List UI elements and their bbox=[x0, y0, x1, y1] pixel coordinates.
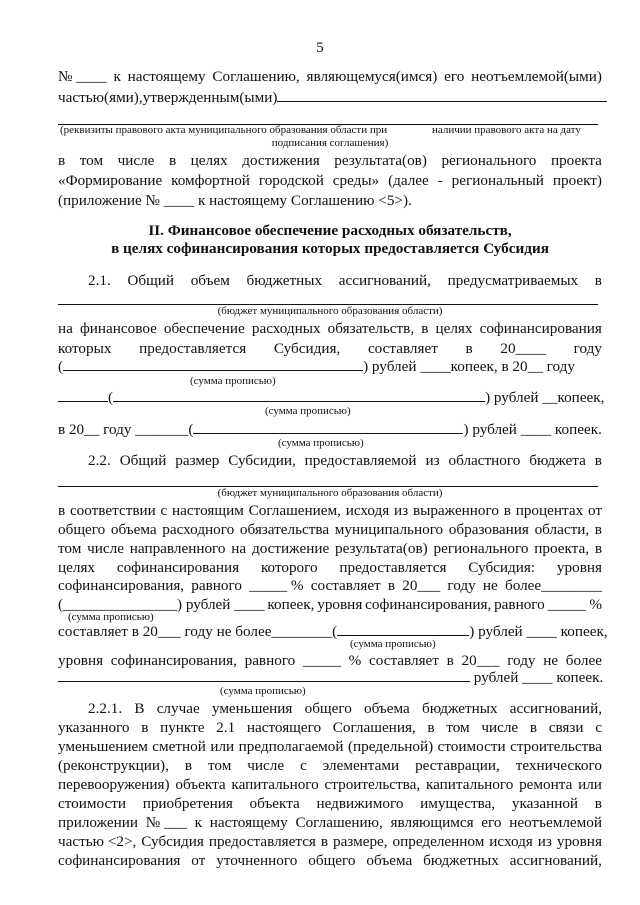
field-caption: (бюджет муниципального образования области) bbox=[217, 487, 443, 499]
word: уровня bbox=[317, 596, 363, 613]
word: объекта bbox=[175, 776, 226, 793]
word: области, bbox=[534, 521, 590, 538]
word: которых bbox=[58, 340, 112, 357]
word: элементами bbox=[322, 757, 400, 774]
word: ремонта bbox=[519, 776, 573, 793]
word: от bbox=[587, 502, 602, 519]
word: случае bbox=[156, 700, 200, 717]
word: предусматриваемых bbox=[447, 272, 579, 289]
word: составляет bbox=[310, 577, 381, 594]
text-line bbox=[58, 757, 602, 775]
field-caption: (бюджет муниципального образования области) bbox=[217, 305, 443, 317]
field-caption: (сумма прописью) bbox=[350, 638, 436, 650]
word: 20___ bbox=[402, 577, 441, 594]
word: числе bbox=[117, 152, 155, 169]
word: общего bbox=[308, 852, 356, 869]
word: его bbox=[481, 814, 502, 831]
word: предоставляется bbox=[139, 340, 247, 357]
word: неотъемлемой bbox=[509, 814, 602, 831]
text-line bbox=[58, 68, 602, 86]
word: (далее bbox=[388, 172, 429, 189]
word: числе bbox=[481, 719, 519, 736]
text-line bbox=[58, 852, 602, 870]
word: муниципального bbox=[334, 521, 444, 538]
text-line: ( ) рублей __копеек, bbox=[58, 388, 604, 407]
word: объема bbox=[366, 852, 413, 869]
section-title: II. Финансовое обеспечение расходных обязательств, bbox=[148, 222, 512, 239]
word: к bbox=[113, 68, 121, 85]
word: определенном bbox=[392, 833, 485, 850]
word: результата(ов) bbox=[334, 152, 427, 169]
word: реставрации, bbox=[415, 757, 500, 774]
word: недвижимого bbox=[316, 795, 404, 812]
field-caption: подписания соглашения) bbox=[271, 137, 389, 149]
text-line: составляет в 20___ году не более________( ) рублей ____ копеек, bbox=[58, 623, 608, 640]
word: _____ % bbox=[547, 596, 602, 613]
field-caption: (сумма прописью) bbox=[220, 685, 306, 697]
word: числе bbox=[87, 540, 124, 557]
word: на bbox=[58, 320, 73, 337]
word: достижение bbox=[251, 540, 330, 557]
word: выраженного bbox=[412, 502, 499, 519]
word: объем bbox=[190, 272, 230, 289]
word: году bbox=[573, 340, 602, 357]
field-caption: (сумма прописью) bbox=[190, 375, 276, 387]
word: более________ bbox=[504, 577, 602, 594]
word: в bbox=[141, 719, 149, 736]
word: являющемуся(имся) bbox=[306, 68, 438, 85]
word: предоставляется bbox=[208, 833, 316, 850]
word: с bbox=[160, 502, 168, 519]
word: составляет bbox=[367, 340, 438, 357]
text-line bbox=[58, 814, 602, 832]
word: (предельной) bbox=[347, 738, 434, 755]
word: Соглашения, bbox=[332, 719, 416, 736]
text-line: рублей ____ копеек. bbox=[58, 668, 603, 687]
word: в bbox=[421, 320, 429, 337]
word: в bbox=[168, 152, 177, 169]
word: равного bbox=[244, 652, 296, 669]
word: софинансирования bbox=[479, 320, 602, 337]
word: не bbox=[482, 577, 498, 594]
word: из bbox=[394, 502, 409, 519]
word: году bbox=[507, 652, 536, 669]
word: расходных bbox=[251, 320, 321, 337]
word: финансовое bbox=[79, 320, 157, 337]
word: уровня bbox=[58, 652, 104, 669]
text-line: в 20__ году _______( ) рублей ____ копеек. bbox=[58, 421, 602, 438]
word: направленного bbox=[129, 540, 226, 557]
word: указанного bbox=[58, 719, 130, 736]
text-line bbox=[58, 521, 602, 539]
word: Общий bbox=[127, 272, 175, 289]
word: - bbox=[437, 172, 443, 189]
word: с bbox=[595, 719, 602, 736]
word: софинансирования, bbox=[58, 577, 185, 594]
word: обязательства bbox=[239, 521, 330, 538]
word: в bbox=[465, 340, 473, 357]
word: из bbox=[537, 833, 552, 850]
text-line bbox=[58, 833, 602, 851]
word: целях bbox=[58, 559, 96, 576]
word: размер bbox=[175, 452, 220, 469]
word: проекта bbox=[550, 152, 602, 169]
word: приложении bbox=[58, 814, 139, 831]
word: стоимости bbox=[437, 738, 506, 755]
word: или bbox=[578, 776, 602, 793]
text-line bbox=[58, 738, 602, 756]
word: в bbox=[594, 795, 602, 812]
word: обеспечение bbox=[163, 320, 245, 337]
field-caption: наличии правового акта на дату bbox=[432, 124, 581, 136]
word: являющимся bbox=[390, 814, 474, 831]
word: том bbox=[207, 757, 232, 774]
word: проект) bbox=[552, 172, 602, 189]
word: капитального bbox=[231, 776, 319, 793]
text-line: ( ) рублей ____копеек, в 20__ году bbox=[58, 358, 575, 375]
word: настоящему bbox=[127, 68, 206, 85]
word: перевооружения) bbox=[58, 776, 170, 793]
text-line bbox=[58, 719, 602, 737]
word: софинансирования, bbox=[110, 652, 237, 669]
word: равного bbox=[191, 577, 242, 594]
word: том bbox=[446, 719, 470, 736]
word: расходного bbox=[162, 521, 235, 538]
word: настоящим bbox=[172, 502, 244, 519]
word: софинансирования bbox=[58, 852, 181, 869]
word: ассигнований, bbox=[509, 700, 602, 717]
text-line bbox=[58, 172, 602, 190]
word: обязательств, bbox=[327, 320, 415, 337]
word: в bbox=[387, 577, 396, 594]
word: № ____ bbox=[58, 68, 107, 85]
word: среды» bbox=[332, 172, 380, 189]
text-line bbox=[58, 795, 602, 813]
word: в bbox=[594, 452, 602, 469]
word: в bbox=[594, 521, 602, 538]
word: или bbox=[210, 738, 235, 755]
word: технического bbox=[515, 757, 602, 774]
text-line bbox=[58, 559, 602, 577]
word: в bbox=[446, 652, 454, 669]
text-line bbox=[58, 152, 602, 170]
word: в bbox=[58, 502, 66, 519]
word: Субсидия, bbox=[273, 340, 341, 357]
word: из bbox=[425, 452, 440, 469]
word: общего bbox=[58, 521, 106, 538]
word: Соглашению, bbox=[295, 814, 383, 831]
word: софинансирования bbox=[116, 559, 240, 576]
page-number: 5 bbox=[316, 40, 324, 56]
word: в bbox=[594, 540, 602, 557]
word: уточненного bbox=[216, 852, 298, 869]
text-line: (приложение № ____ к настоящему Соглашению <5>). bbox=[58, 192, 412, 209]
word: Соглашением, bbox=[248, 502, 341, 519]
word: 2.1 bbox=[216, 719, 236, 736]
word: числе bbox=[247, 757, 285, 774]
word: в bbox=[427, 719, 435, 736]
word: имущества, bbox=[420, 795, 496, 812]
word: проекта, bbox=[534, 540, 590, 557]
word: указанной bbox=[511, 795, 579, 812]
word: составляет bbox=[369, 652, 439, 669]
word: строительства, bbox=[324, 776, 421, 793]
field-caption: (сумма прописью) bbox=[278, 437, 364, 449]
word: региональный bbox=[451, 172, 544, 189]
word: 20___ bbox=[461, 652, 500, 669]
word: Соглашению, bbox=[212, 68, 300, 85]
word: 2.1. bbox=[88, 272, 111, 289]
word: к bbox=[194, 814, 202, 831]
word: Субсидии, bbox=[228, 452, 296, 469]
word: бюджета bbox=[529, 452, 586, 469]
word: 2.2.1. bbox=[88, 700, 123, 717]
word: настоящего bbox=[246, 719, 322, 736]
word: предполагаемой bbox=[238, 738, 344, 755]
word: объема bbox=[363, 700, 410, 717]
word: достижения bbox=[242, 152, 320, 169]
word: в bbox=[58, 152, 66, 169]
word: городской bbox=[258, 172, 324, 189]
word: уменьшения bbox=[211, 700, 293, 717]
word: в bbox=[594, 272, 602, 289]
word: «Формирование bbox=[58, 172, 163, 189]
word: _____ bbox=[302, 652, 341, 669]
word: частью <2>, bbox=[58, 833, 137, 850]
word: размере, bbox=[332, 833, 388, 850]
word: уровня bbox=[556, 559, 602, 576]
word: процентах bbox=[515, 502, 584, 519]
field-caption: (реквизиты правового акта муниципального образования области при bbox=[60, 124, 388, 136]
word: В bbox=[134, 700, 145, 717]
word: более bbox=[565, 652, 602, 669]
word: не bbox=[543, 652, 559, 669]
word: на bbox=[231, 540, 247, 557]
word: неотъемлемой(ыми) bbox=[471, 68, 602, 85]
text-line bbox=[58, 502, 602, 520]
field-caption: (сумма прописью) bbox=[68, 611, 154, 623]
word: областного bbox=[448, 452, 521, 469]
word: сметной bbox=[152, 738, 206, 755]
word: № ___ bbox=[145, 814, 187, 831]
word: объема bbox=[110, 521, 157, 538]
word: в bbox=[529, 719, 538, 736]
word: бюджетных bbox=[423, 852, 499, 869]
word: софинансирования, bbox=[365, 596, 492, 613]
word: исходя bbox=[489, 833, 533, 850]
word: году bbox=[447, 577, 476, 594]
word: стоимости bbox=[58, 795, 126, 812]
word: настоящему bbox=[209, 814, 288, 831]
word: общего bbox=[304, 700, 352, 717]
word: ассигнований, bbox=[338, 272, 431, 289]
paragraph-line bbox=[88, 272, 602, 290]
word: Субсидия: bbox=[468, 559, 536, 576]
word: _____ % bbox=[249, 577, 304, 594]
word: связи bbox=[548, 719, 584, 736]
word: уменьшением bbox=[58, 738, 148, 755]
word: приобретения bbox=[142, 795, 233, 812]
word: % bbox=[348, 652, 362, 669]
word: регионального bbox=[441, 152, 537, 169]
word: от bbox=[191, 852, 206, 869]
word: с bbox=[300, 757, 307, 774]
word: капитального bbox=[425, 776, 514, 793]
word: исходя bbox=[345, 502, 390, 519]
paragraph-line bbox=[88, 452, 602, 470]
text-line bbox=[58, 320, 602, 338]
word: копеек, bbox=[267, 596, 315, 613]
word: предоставляемой bbox=[304, 452, 417, 469]
word: 20____ bbox=[500, 340, 546, 357]
word: соответствии bbox=[69, 502, 156, 519]
word: предоставляется bbox=[339, 559, 447, 576]
word: (реконструкции), bbox=[58, 757, 169, 774]
word: 2.2. bbox=[88, 452, 111, 469]
word: объекта bbox=[249, 795, 300, 812]
word: уровня bbox=[556, 833, 602, 850]
word: пункте bbox=[160, 719, 205, 736]
word: которого bbox=[260, 559, 318, 576]
word: целях bbox=[435, 320, 473, 337]
field-caption: (сумма прописью) bbox=[265, 405, 351, 417]
word: комфортной bbox=[171, 172, 250, 189]
word: регионального bbox=[433, 540, 529, 557]
word: (_______________) рублей ____ bbox=[58, 596, 265, 613]
word: результата(ов) bbox=[335, 540, 428, 557]
word: строительства bbox=[510, 738, 602, 755]
section-title: в целях софинансирования которых предоставляется Субсидия bbox=[111, 240, 549, 257]
word: его bbox=[444, 68, 465, 85]
word: образования bbox=[448, 521, 529, 538]
word: ассигнований, bbox=[509, 852, 602, 869]
word: в bbox=[184, 757, 193, 774]
text-line bbox=[58, 540, 602, 558]
word: том bbox=[58, 540, 82, 557]
word: Субсидия bbox=[141, 833, 204, 850]
text-line bbox=[58, 340, 602, 358]
paragraph-line bbox=[88, 700, 602, 718]
word: бюджетных bbox=[246, 272, 323, 289]
text-line bbox=[58, 577, 602, 595]
word: в bbox=[320, 833, 329, 850]
word: Общий bbox=[119, 452, 167, 469]
word: целях bbox=[190, 152, 228, 169]
word: том bbox=[79, 152, 104, 169]
word: в bbox=[503, 502, 511, 519]
text-line bbox=[58, 776, 602, 794]
word: бюджетных bbox=[421, 700, 498, 717]
word: равного bbox=[494, 596, 545, 613]
text-line: частью(ями),утвержденным(ыми) bbox=[58, 88, 607, 107]
